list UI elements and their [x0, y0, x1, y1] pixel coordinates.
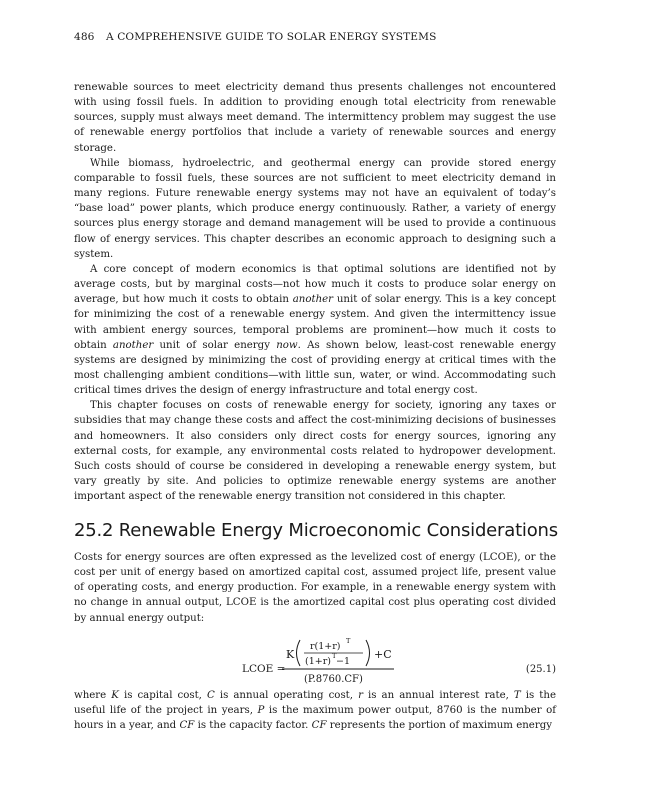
equation-lhs: LCOE =: [242, 663, 286, 675]
emphasis-another: another: [112, 339, 154, 351]
text-run: is the maximum power output, 8760 is the number of hours in a year, and: [74, 705, 556, 732]
equation-lcoe: [74, 628, 556, 688]
paragraph-variable-definitions: [74, 688, 556, 733]
text-run: is annual operating cost,: [214, 690, 359, 701]
text-run: unit of solar energy. This is a key concept for minimizing the cost of a renewable energy system. And given the intermittency issue with ambient energy sources, temporal problems are prominent—how much it costs to obtain: [74, 294, 556, 351]
chapter-text-block: [74, 80, 556, 504]
emphasis-now: now: [276, 339, 298, 351]
equation-graphic: [74, 628, 474, 688]
book-title: A COMPREHENSIVE GUIDE TO SOLAR ENERGY SYSTEMS: [106, 31, 437, 43]
text-run: where: [74, 690, 112, 701]
section-text-block: [74, 550, 556, 626]
equation-denominator: (1+r): [305, 656, 331, 667]
var-p: P: [257, 705, 265, 717]
right-paren: [366, 640, 370, 666]
equation-exponent-t: T: [346, 637, 351, 645]
definitions-text-block: [74, 688, 556, 733]
paragraph-scope: This chapter focuses on costs of renewable energy for society, ignoring any taxes or subsidies that may change these costs and affect the cost-minimizing decisions of businesses and homeowners. It also considers only direct costs for energy sources, ignoring any external costs, for example, any environmental costs related to hydropower development. Such costs should of course be considered in developing a renewable energy system, but vary greatly by site. And policies to optimize renewable energy systems are another important aspect of the renewable energy transition not considered in this chapter.: [74, 400, 556, 503]
text-run: represents the portion of maximum energy: [326, 720, 552, 732]
equation-k: K: [286, 648, 295, 661]
equation-exponent-t: T: [332, 652, 337, 660]
var-r: r: [358, 690, 363, 701]
equation-number: (25.1): [525, 664, 556, 675]
text-run: is the useful life of the project in years,: [74, 690, 556, 717]
section-heading: 25.2 Renewable Energy Microeconomic Considerations: [74, 520, 558, 541]
intro-paragraph: renewable sources to meet electricity demand thus presents challenges not encountered with using fossil fuels. In addition to providing enough total electricity from renewable sources, supply must always meet demand. The intermittency problem may suggest the use of renewable energy portfolios that include a variety of renewable sources and energy storage.: [74, 82, 556, 154]
text-run: A core concept of modern economics is that optimal solutions are identified not by average costs, but by marginal costs—not how much it costs to produce solar energy on average, but how much it costs to obtain: [74, 263, 556, 306]
var-cf: CF: [311, 720, 327, 732]
page-number: 486: [74, 31, 95, 43]
left-paren: [297, 640, 301, 666]
var-t: T: [513, 690, 521, 701]
var-k: K: [111, 690, 119, 701]
paragraph-lcoe: Costs for energy sources are often expressed as the levelized cost of energy (LCOE), or the cost per unit of energy based on amortized capital cost, assumed project life, present value of operating costs, and energy production. For example, in a renewable energy system with no change in annual output, LCOE is the amortized capital cost plus operating cost divided by annual energy output:: [74, 552, 556, 624]
equation-plus-c: +C: [374, 648, 392, 661]
equation-numerator: r(1+r): [310, 641, 341, 652]
equation-minus-one: −1: [336, 656, 351, 667]
emphasis-another: another: [292, 294, 334, 306]
paragraph-marginal-costs: [74, 262, 556, 398]
text-run: is an annual interest rate,: [362, 690, 514, 701]
text-run: . As shown below, least-cost renewable energy systems are designed by minimizing the cost of providing energy at critical times with the most challenging ambient conditions—with little sun, water, or wind. Accommodating such critical times drives the design of energy infrastructure and total energy cost.: [74, 339, 556, 397]
text-run: unit of solar energy: [153, 339, 277, 351]
text-run: is the capacity factor.: [194, 720, 312, 732]
var-c: C: [206, 690, 215, 701]
equation-bottom: (P.8760.CF): [304, 674, 363, 685]
text-run: is capital cost,: [118, 690, 207, 701]
paragraph-biomass: While biomass, hydroelectric, and geothermal energy can provide stored energy comparable to fossil fuels, these sources are not sufficient to meet electricity demand in many regions. Future renewable energy systems may not have an equivalent of today’s “base load” power plants, which produce energy continuously. Rather, a variety of energy sources plus energy storage and demand management will be used to provide a continuous flow of energy services. This chapter describes an economic approach to designing such a system.: [74, 157, 556, 260]
var-cf: CF: [179, 720, 195, 732]
running-header: [74, 31, 436, 43]
